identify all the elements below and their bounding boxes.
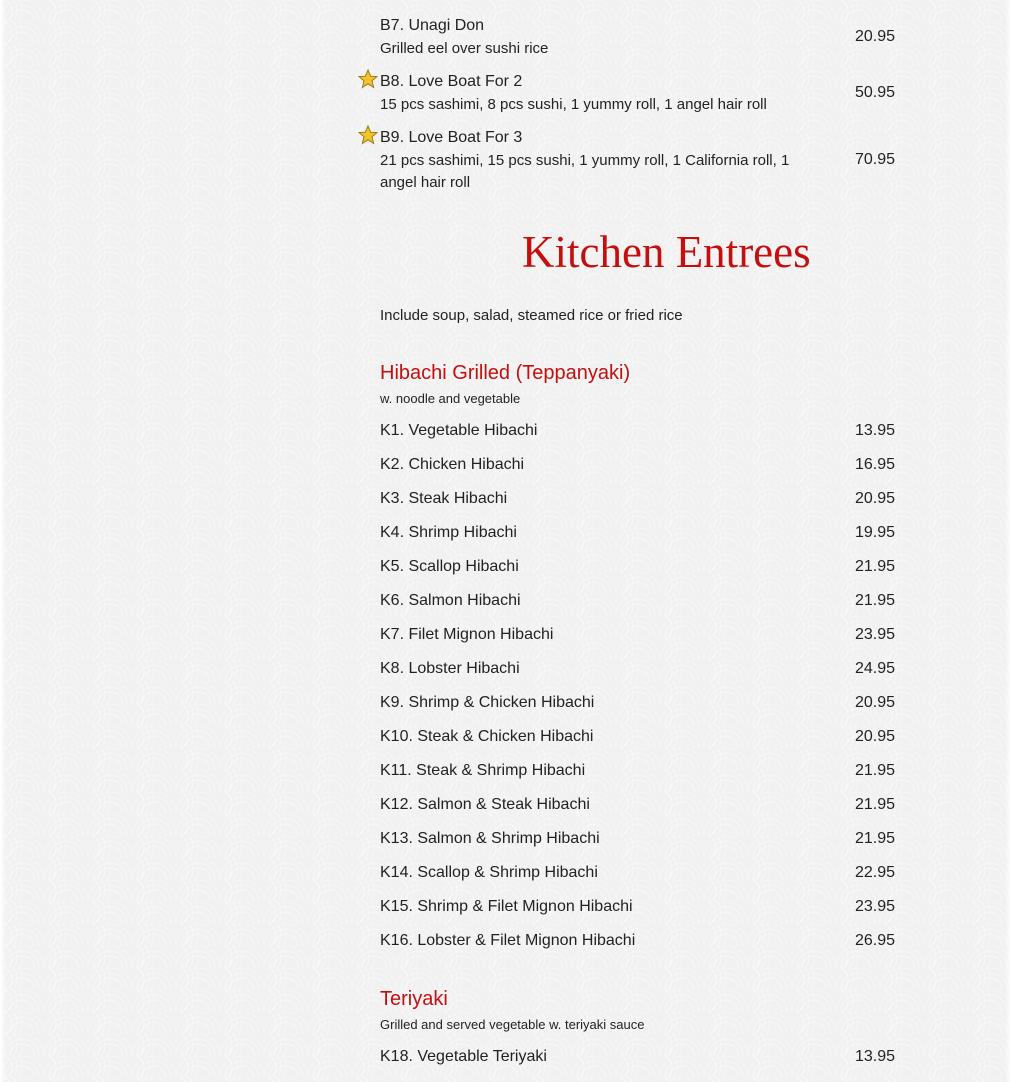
menu-item: [380, 897, 895, 931]
menu-item: [380, 72, 895, 118]
menu-item-name: K3. Steak Hibachi: [380, 490, 508, 507]
menu-item: [380, 523, 895, 557]
menu-item-price: 22.95: [854, 864, 895, 881]
menu-item: [380, 659, 895, 693]
menu-item-price: 21.95: [854, 592, 895, 609]
menu-item-name: K13. Salmon & Shrimp Hibachi: [380, 830, 600, 847]
menu-item: [380, 421, 895, 455]
menu-item-price: 13.95: [854, 1048, 895, 1065]
menu-item-name: B7. Unagi Don: [380, 17, 485, 34]
menu-item: [380, 625, 895, 659]
menu-item-name: K18. Vegetable Teriyaki: [380, 1048, 547, 1065]
menu-item: [380, 128, 895, 196]
menu-item: [380, 863, 895, 897]
menu-item-name: K10. Steak & Chicken Hibachi: [380, 728, 594, 745]
menu-item-name: K12. Salmon & Steak Hibachi: [380, 796, 590, 813]
menu-item-price: 20.95: [854, 694, 895, 711]
page-edge-left: [0, 0, 6, 1082]
menu-item: [380, 795, 895, 829]
menu-item-price: 23.95: [854, 626, 895, 643]
menu-item: [380, 1047, 895, 1081]
page-edge-right: [1005, 0, 1011, 1082]
menu-item-description: Grilled eel over sushi rice: [380, 40, 549, 57]
menu-item: [380, 829, 895, 863]
menu-item-name: K6. Salmon Hibachi: [380, 592, 521, 609]
category-subtitle-teriyaki: Grilled and served vegetable w. teriyaki sauce: [380, 1017, 645, 1032]
menu-item: [380, 489, 895, 523]
menu-item: [380, 557, 895, 591]
menu-item-name: K2. Chicken Hibachi: [380, 456, 525, 473]
category-title-hibachi: Hibachi Grilled (Teppanyaki): [380, 362, 631, 384]
kitchen-entrees-note: Include soup, salad, steamed rice or fried rice: [380, 307, 683, 324]
menu-item-description: 21 pcs sashimi, 15 pcs sushi, 1 yummy roll, 1 California roll, 1 angel hair roll: [380, 152, 790, 191]
menu-item-name: B9. Love Boat For 3: [380, 129, 523, 146]
menu-item-price: 20.95: [854, 28, 895, 45]
star-icon: [358, 69, 378, 89]
menu-item: [380, 761, 895, 795]
menu-item-price: 13.95: [854, 422, 895, 439]
menu-item-price: 20.95: [854, 728, 895, 745]
menu-item-description: 15 pcs sashimi, 8 pcs sushi, 1 yummy roll, 1 angel hair roll: [380, 96, 767, 113]
menu-item-name: K14. Scallop & Shrimp Hibachi: [380, 864, 598, 881]
menu-item-price: 23.95: [854, 898, 895, 915]
menu-item-name: B8. Love Boat For 2: [380, 73, 523, 90]
menu-item-name: K4. Shrimp Hibachi: [380, 524, 517, 541]
menu-item-name: K7. Filet Mignon Hibachi: [380, 626, 554, 643]
menu-item-name: K11. Steak & Shrimp Hibachi: [380, 762, 586, 779]
menu-item-price: 21.95: [854, 762, 895, 779]
menu-item-price: 70.95: [854, 151, 895, 168]
menu-item: [380, 727, 895, 761]
menu-item-price: 26.95: [854, 932, 895, 949]
menu-item-price: 20.95: [854, 490, 895, 507]
menu-item-price: 24.95: [854, 660, 895, 677]
menu-item: [380, 931, 895, 965]
menu-item: [380, 455, 895, 489]
menu-item-price: 19.95: [854, 524, 895, 541]
category-title-teriyaki: Teriyaki: [380, 988, 448, 1010]
menu-item-name: K5. Scallop Hibachi: [380, 558, 519, 575]
section-title-kitchen-entrees: Kitchen Entrees: [522, 227, 811, 277]
menu-item-price: 16.95: [854, 456, 895, 473]
menu-item: [380, 591, 895, 625]
category-subtitle-hibachi: w. noodle and vegetable: [380, 391, 521, 406]
menu-item-name: K16. Lobster & Filet Mignon Hibachi: [380, 932, 636, 949]
menu-item-price: 21.95: [854, 558, 895, 575]
star-icon: [358, 125, 378, 145]
menu-item-name: K9. Shrimp & Chicken Hibachi: [380, 694, 595, 711]
menu-item: [380, 16, 895, 62]
menu-item-name: K1. Vegetable Hibachi: [380, 422, 538, 439]
menu-item-name: K8. Lobster Hibachi: [380, 660, 520, 677]
menu-item-price: 21.95: [854, 830, 895, 847]
menu-item-price: 21.95: [854, 796, 895, 813]
menu-item-price: 50.95: [854, 84, 895, 101]
menu-item-name: K15. Shrimp & Filet Mignon Hibachi: [380, 898, 633, 915]
menu-item: [380, 693, 895, 727]
